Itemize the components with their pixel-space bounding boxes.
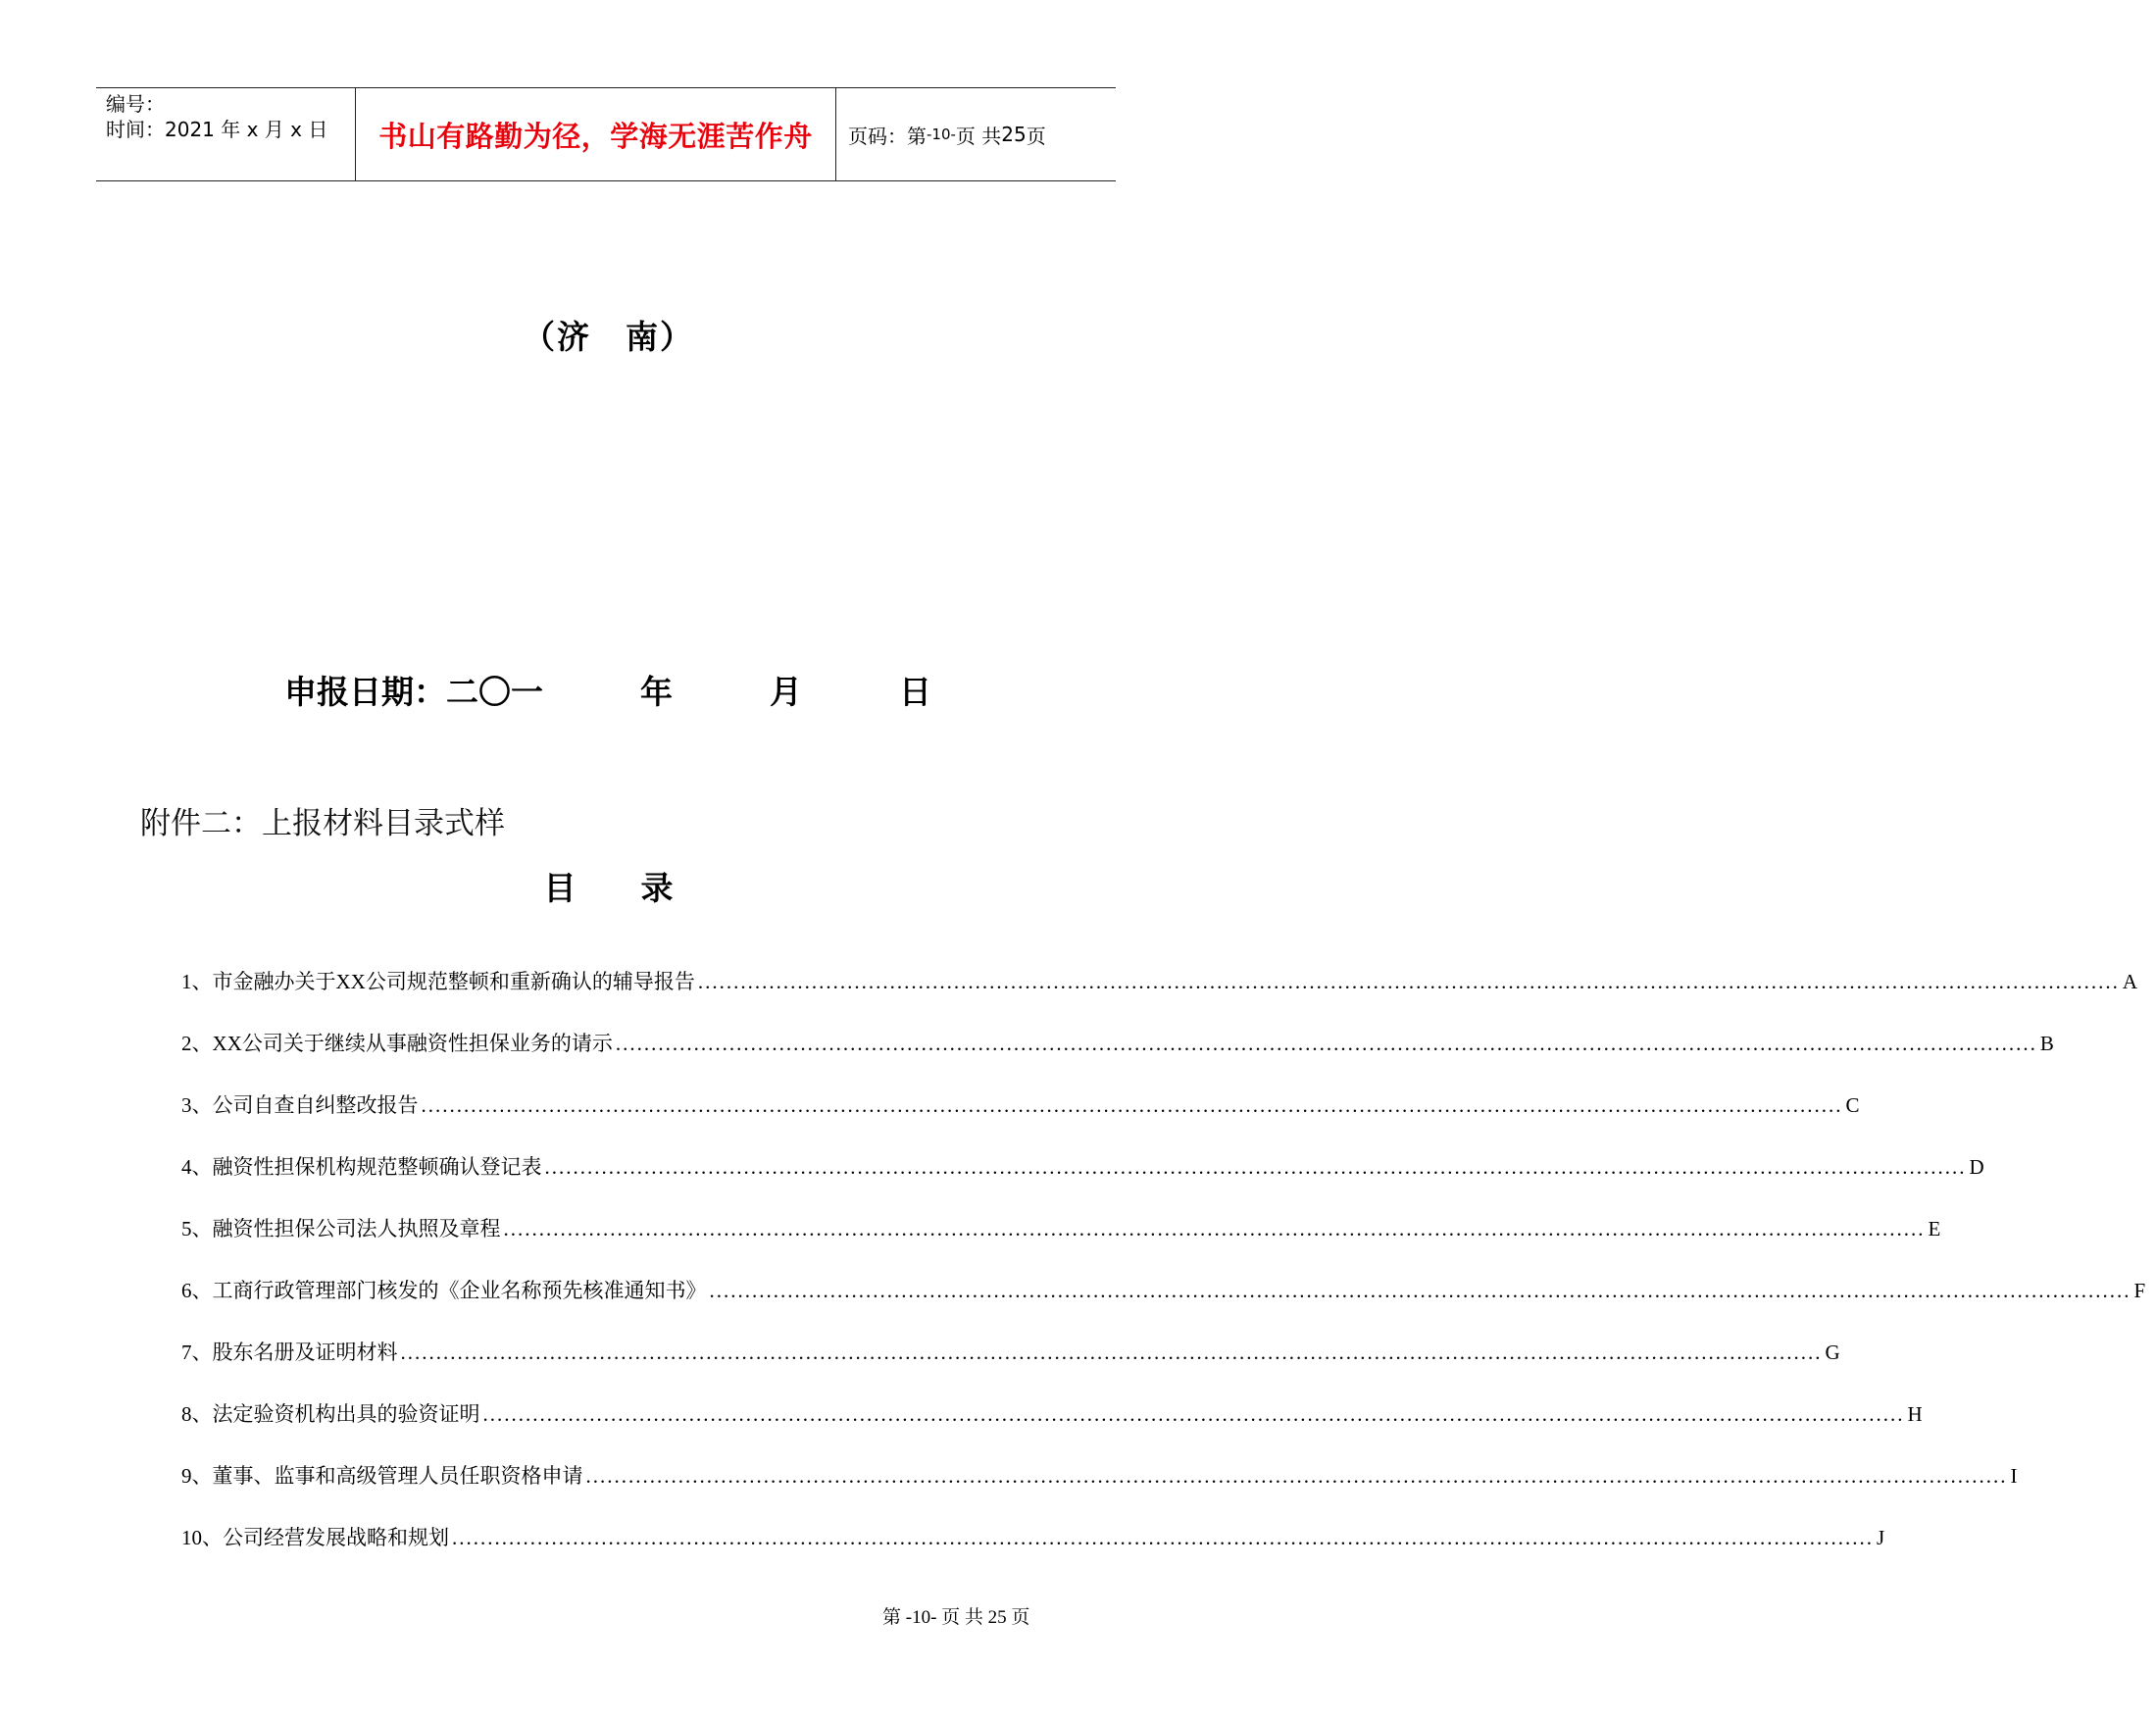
page-mid: 页 共 <box>955 124 1002 148</box>
toc-item-leader: ........................................................................................................................................................................................................ <box>421 1093 1843 1117</box>
toc-item <box>181 1213 1941 1275</box>
toc-item <box>181 1522 1885 1584</box>
toc-item-title: 融资性担保机构规范整顿确认登记表 <box>212 1155 542 1179</box>
toc-item-letter: I <box>2010 1464 2018 1488</box>
toc-item-leader: ........................................................................................................................................................................................................ <box>709 1279 2131 1302</box>
toc-item-leader: ........................................................................................................................................................................................................ <box>544 1155 1967 1179</box>
toc-item-number: 8、 <box>181 1402 213 1426</box>
page-header <box>96 87 1116 181</box>
attachment-title: 附件二：上报材料目录式样 <box>140 806 505 841</box>
page-total: 25 <box>1001 123 1027 146</box>
toc-item-title: 公司自查自纠整改报告 <box>212 1093 419 1117</box>
city-title: （济 南） <box>523 318 694 356</box>
toc-item-leader: ........................................................................................................................................................................................................ <box>503 1217 1926 1240</box>
toc-item <box>181 1151 1984 1213</box>
toc-item <box>181 1460 2018 1522</box>
toc-item-number: 3、 <box>181 1093 213 1117</box>
header-page-number <box>836 88 1116 180</box>
toc-item-number: 1、 <box>181 970 213 993</box>
toc-item-number: 4、 <box>181 1155 213 1179</box>
toc-item-number: 7、 <box>181 1341 213 1364</box>
toc-item <box>181 1089 1860 1151</box>
toc-item <box>181 1275 2146 1337</box>
toc-item-title: 市金融办关于XX公司规范整顿和重新确认的辅导报告 <box>212 970 695 993</box>
toc-item-number: 6、 <box>181 1279 213 1302</box>
toc-title: 目 录 <box>543 869 674 907</box>
toc-item-letter: G <box>1825 1341 1840 1364</box>
toc-item-leader: ........................................................................................................................................................................................................ <box>400 1341 1823 1364</box>
number-label: 编号： <box>106 92 165 116</box>
toc-item-title: 融资性担保公司法人执照及章程 <box>212 1217 501 1240</box>
toc-item-number: 10、 <box>181 1526 223 1549</box>
toc-item <box>181 1028 2054 1089</box>
page-suffix: 页 <box>1026 124 1046 148</box>
page-current: -10- <box>927 126 956 143</box>
toc-item-title: 股东名册及证明材料 <box>212 1341 398 1364</box>
toc-item-leader: ........................................................................................................................................................................................................ <box>482 1402 1905 1426</box>
toc-item-leader: ........................................................................................................................................................................................................ <box>697 970 2120 993</box>
time-label: 时间：2021 年 x 月 x 日 <box>106 118 328 141</box>
toc-item-letter: B <box>2039 1032 2054 1055</box>
toc-item <box>181 966 2138 1028</box>
toc-item-title: 工商行政管理部门核发的《企业名称预先核准通知书》 <box>212 1279 707 1302</box>
toc-item-title: 董事、监事和高级管理人员任职资格申请 <box>212 1464 583 1488</box>
toc-item-leader: ........................................................................................................................................................................................................ <box>615 1032 2037 1055</box>
toc-item-letter: H <box>1907 1402 1923 1426</box>
toc-item-title: 公司经营发展战略和规划 <box>223 1526 449 1549</box>
apply-date: 申报日期：二〇一 年 月 日 <box>284 673 931 711</box>
toc-item <box>181 1398 1923 1460</box>
page-prefix: 页码：第 <box>848 124 927 148</box>
toc-item <box>181 1337 1840 1398</box>
toc-item-letter: A <box>2122 970 2138 993</box>
toc-item-letter: C <box>1845 1093 1860 1117</box>
table-of-contents <box>181 966 2146 1584</box>
header-motto-cell <box>356 88 836 180</box>
toc-item-letter: D <box>1969 1155 1984 1179</box>
toc-item-number: 9、 <box>181 1464 213 1488</box>
toc-item-number: 5、 <box>181 1217 213 1240</box>
toc-item-title: 法定验资机构出具的验资证明 <box>212 1402 480 1426</box>
toc-item-number: 2、 <box>181 1032 213 1055</box>
page-footer: 第 -10- 页 共 25 页 <box>882 1607 1030 1628</box>
toc-item-title: XX公司关于继续从事融资性担保业务的请示 <box>212 1032 613 1055</box>
toc-item-leader: ........................................................................................................................................................................................................ <box>452 1526 1874 1549</box>
toc-item-letter: J <box>1877 1526 1885 1549</box>
motto: 书山有路勤为径，学海无涯苦作舟 <box>378 119 813 153</box>
header-meta <box>96 88 356 180</box>
toc-item-letter: E <box>1928 1217 1941 1240</box>
toc-item-leader: ........................................................................................................................................................................................................ <box>585 1464 2008 1488</box>
toc-item-letter: F <box>2133 1279 2146 1302</box>
